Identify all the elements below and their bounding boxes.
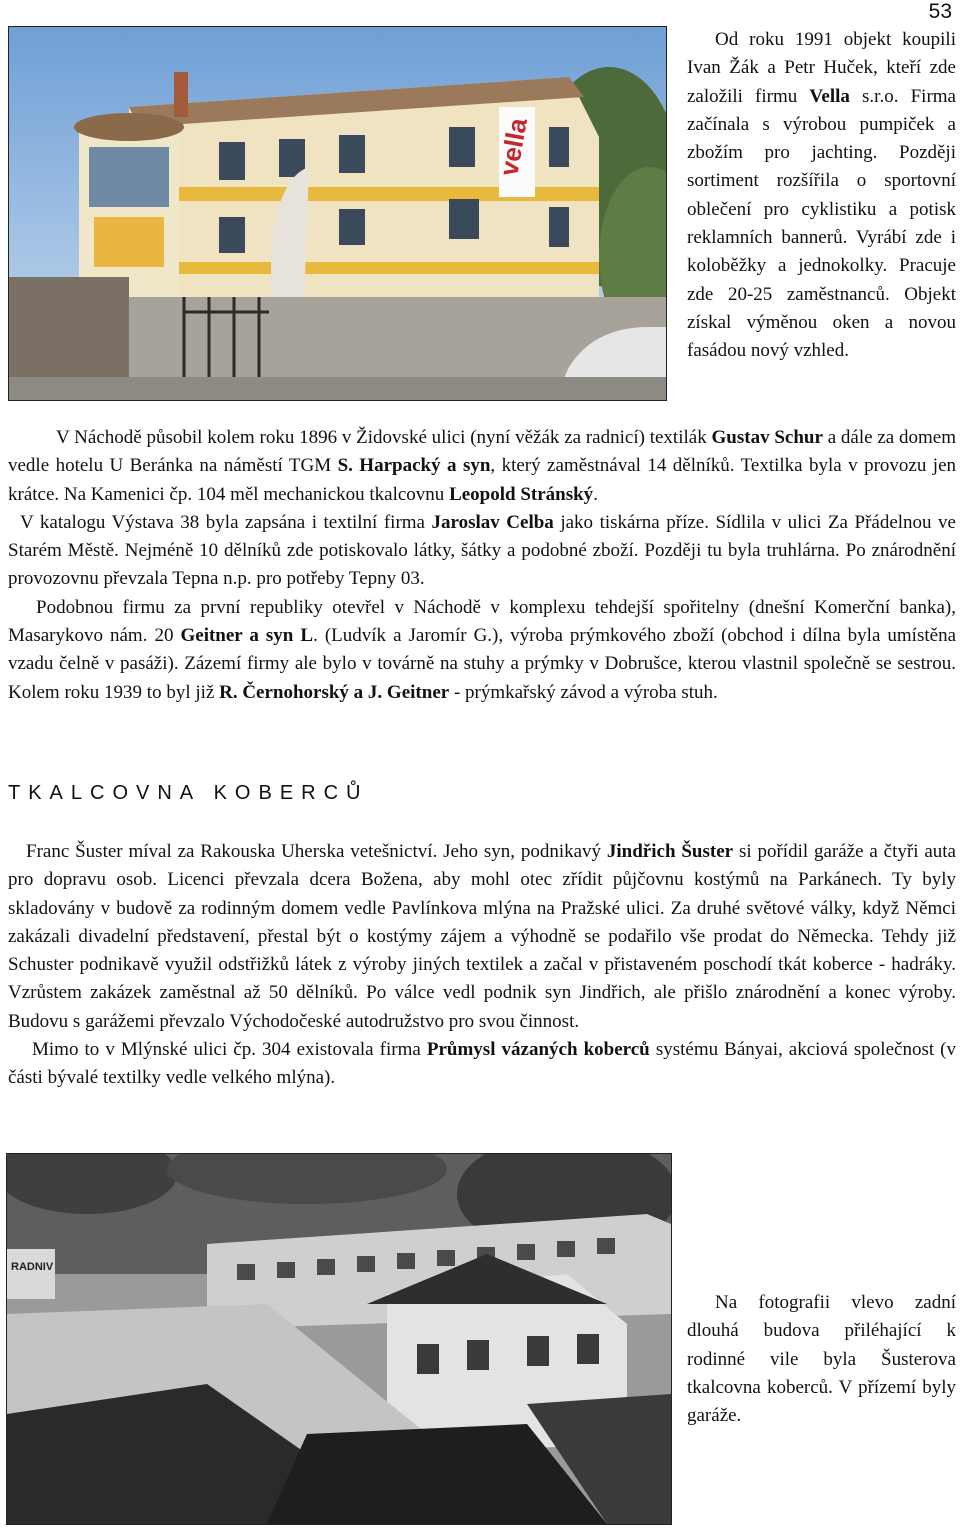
paragraph-suster: Franc Šuster míval za Rakouska Uherska vetešnictví. Jeho syn, podnikavý Jindřich Šuster si pořídil garáže a čtyři auta pro dopravu osob. Licenci převzala dcera Božena, aby mohl otec zřídit půjčovnu kostýmů na Parkánech. Ty byly skladovány v budově za rodinným domem vedle Pavlínkova mlýna na Pražské ulici. Za druhé světové války, když Němci zakázali divadelní představení, přestal být o kostýmy zájem a výhodně se podařilo vše prodat do Německa. Tehdy již Schuster podnikavě využil odstřižků látek z výroby jiných textilek a začal v přistaveném poschodí tkát koberce - hadráky. Vzrůstem zakázek zaměstnal až 50 dělníků. Po válce vedl podnik syn Jindřich, ale přišlo znárodnění a konec výroby. Budovu s garážemi převzalo Východočeské autodružstvo pro svou činnost.	[8, 841, 956, 1032]
billboard-sign: RADNIV	[11, 1261, 54, 1273]
body-text-block-2	[8, 838, 956, 1093]
paragraph-schur: V Náchodě působil kolem roku 1896 v Židovské ulici (nyní věžák za radnicí) textilák Gustav Schur a dále za domem vedle hotelu U Beránka na náměstí TGM S. Harpacký a syn, který zaměstnával 14 dělníků. Textilka byla v provozu jen krátce. Na Kamenici čp. 104 měl mechanickou tkalcovnu Leopold Stránský.	[8, 427, 957, 505]
vella-building-photo	[8, 26, 667, 401]
page-number: 53	[928, 0, 952, 23]
paragraph-banyai: Mimo to v Mlýnské ulici čp. 304 existovala firma Průmysl vázaných koberců systému Bányai, akciová společnost (v části bývalé textilky vedle velkého mlýna).	[8, 1039, 957, 1089]
paragraph-geitner: Podobnou firmu za první republiky otevřel v Náchodě v komplexu tehdejší spořitelny (dnešní Komerční banka), Masarykovo nám. 20 Geitner a syn L. (Ludvík a Jaromír G.), výroba prýmkového zboží (obchod i dílna byla umístěna vzadu čelně v pasáži). Zázemí firmy ale bylo v továrně na stuhy a prýmky v Dobrušce, kterou vlastnil společně se sestrou. Kolem roku 1939 to byl již R. Černohorský a J. Geitner - prýmkařský závod a výroba stuh.	[8, 596, 956, 703]
photo-caption: Na fotografii vlevo zadní dlouhá budova přiléhající k rodinné vile byla Šusterova tkalcovna koberců. V přízemí byly garáže.	[687, 1292, 956, 1427]
vella-sign: vella	[493, 115, 533, 179]
section-heading: TKALCOVNA KOBERCŮ	[8, 782, 369, 804]
carpet-weaving-photo	[6, 1153, 672, 1525]
body-text-block-1	[8, 424, 956, 707]
paragraph-celba: V katalogu Výstava 38 byla zapsána i textilní firma Jaroslav Celba jako tiskárna příze. Sídlila v ulici Za Přádelnou ve Starém Městě. Nejméně 10 dělníků zde potiskovalo látky, šátky a podobné zboží. Později tu byla truhlárna. Po znárodnění provozovnu převzala Tepna n.p. pro potřeby Tepny 03.	[8, 511, 956, 590]
side-text-top: Od roku 1991 objekt koupili Ivan Žák a Petr Huček, kteří zde založili firmu Vella s.r.o. Firma začínala s výrobou pumpiček a zbožím pro jachting. Později sortiment rozšířila o sportovní oblečení pro cyklistiku a potisk reklamních bannerů. Vyrábí zde i koloběžky a jednokolky. Pracuje zde 20-25 zaměstnanců. Objekt získal výměnou oken a novou fasádou nový vzhled.	[687, 29, 956, 362]
